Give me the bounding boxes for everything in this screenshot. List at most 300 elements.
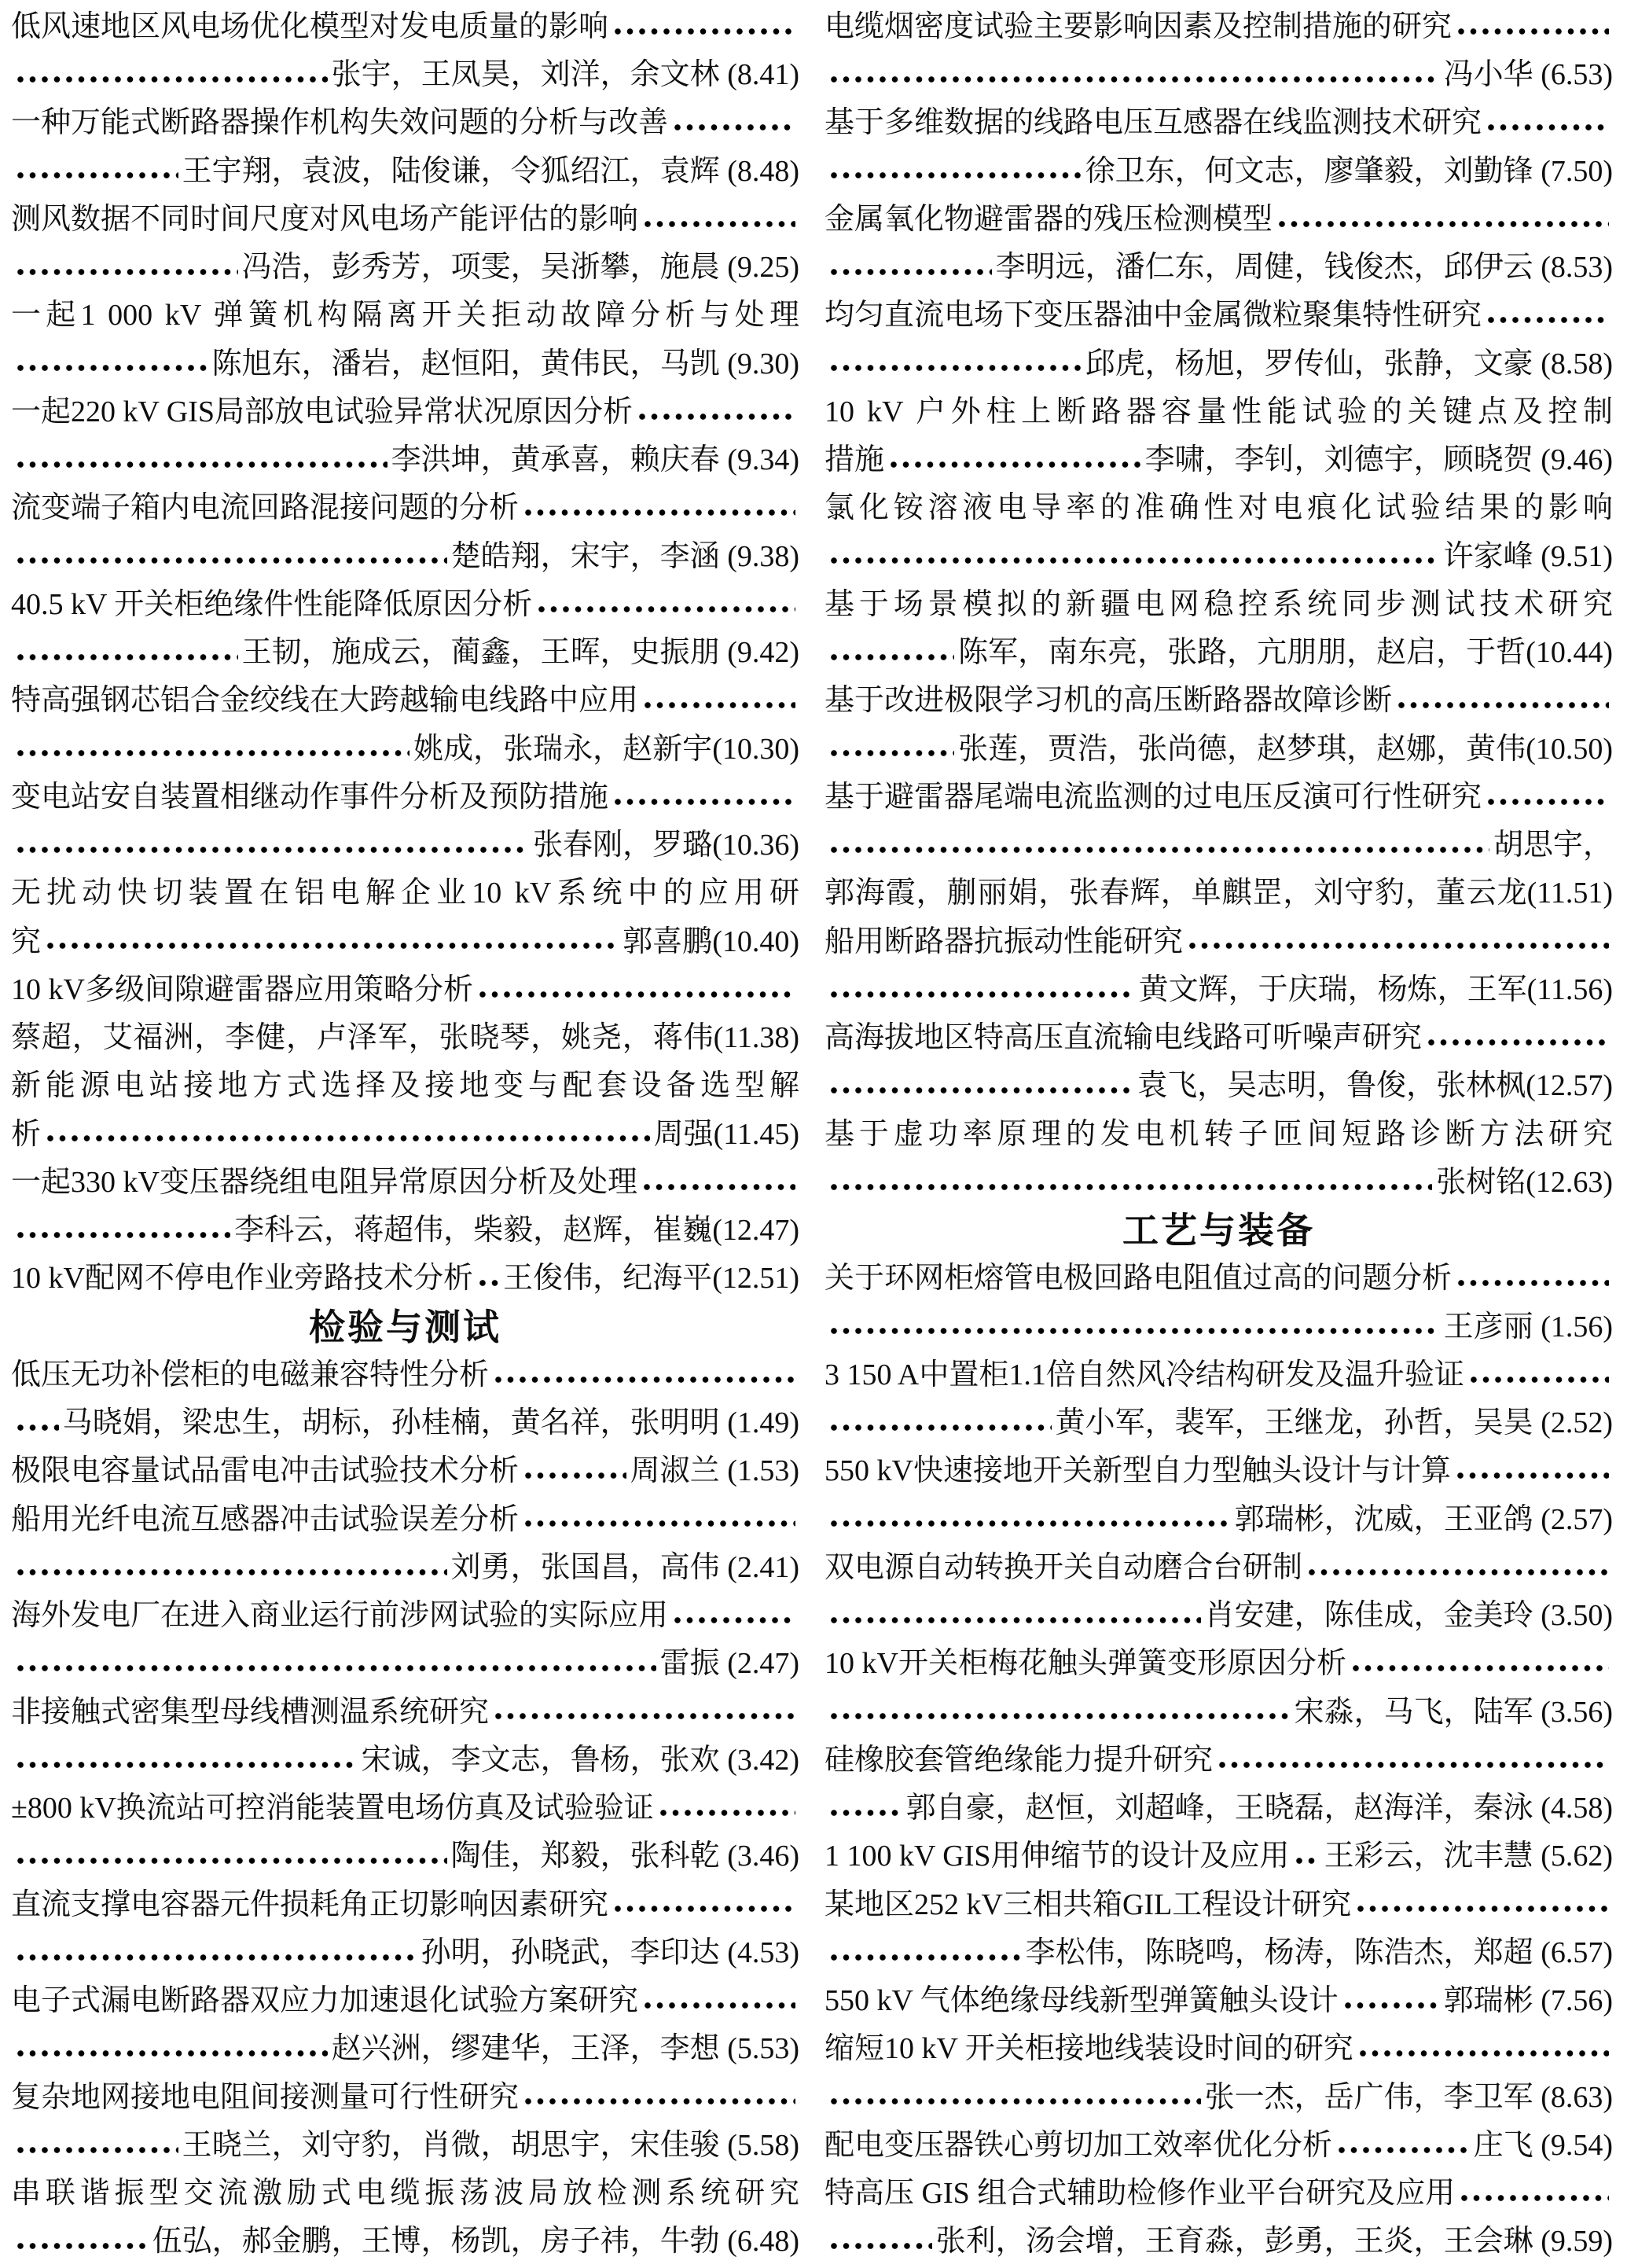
toc-entry-line: [825, 1014, 1613, 1062]
page-number: (5.53): [719, 2032, 799, 2066]
dot-leader: [612, 797, 795, 807]
toc-entry-line: [825, 485, 1613, 533]
toc-entry-line: [11, 1351, 799, 1399]
entry-text: 王晓兰，刘守豹，肖微，胡思宇，宋佳骏: [182, 2128, 720, 2162]
toc-entry-line: [825, 1881, 1613, 1929]
dot-leader: [15, 845, 529, 855]
dot-leader: [15, 363, 208, 373]
toc-entry-line: [11, 774, 799, 822]
entry-text: 刘勇，张国昌，高伟: [450, 1550, 720, 1584]
dot-leader: [828, 1616, 1201, 1625]
entry-text: 张莲，贾浩，张尚德，赵梦琪，赵娜，黄伟: [958, 732, 1526, 766]
entry-text: 伍弘，郝金鹏，王博，杨凯，房子祎，牛勃: [152, 2225, 720, 2259]
entry-text: 10 kV多级间隙避雷器应用策略分析: [11, 972, 473, 1006]
dot-leader: [828, 556, 1440, 565]
toc-entry-line: [825, 1641, 1613, 1689]
dot-leader: [642, 219, 795, 229]
dot-leader: [1459, 2193, 1609, 2203]
toc-entry-line: [11, 1592, 799, 1640]
dot-leader: [828, 1086, 1133, 1095]
toc-entry-line: [11, 1689, 799, 1737]
entry-text: 550 kV 气体绝缘母线新型弹簧触头设计: [825, 1984, 1339, 2018]
entry-text: 电子式漏电断路器双应力加速退化试验方案研究: [11, 1984, 639, 2018]
page-number: (10.44): [1526, 636, 1613, 670]
dot-leader: [523, 1471, 626, 1480]
dot-leader: [612, 27, 795, 36]
entry-text: 基于虚功率原理的发电机转子匝间短路诊断方法研究: [825, 1117, 1613, 1151]
entry-text: 直流支撑电容器元件损耗角正切影响因素研究: [11, 1888, 609, 1921]
toc-entry-line: [11, 726, 799, 774]
entry-text: 马晓娟，梁忠生，胡标，孙桂楠，黄名祥，张明明: [62, 1406, 720, 1440]
entry-text: 李啸，李钊，刘德宇，顾晓贺: [1144, 443, 1533, 477]
toc-entry-line: [11, 485, 799, 533]
entry-text: 基于改进极限学习机的高压断路器故障诊断: [825, 684, 1393, 718]
toc-entry-line: [11, 1159, 799, 1207]
page-number: (9.34): [719, 443, 799, 477]
toc-entry-line: [11, 2074, 799, 2122]
entry-text: 王韧，施成云，蔺鑫，王晖，史振朋: [241, 636, 720, 670]
entry-text: 析: [11, 1117, 42, 1151]
dot-leader: [493, 1711, 795, 1721]
entry-text: 郭自豪，赵恒，刘超峰，王晓磊，赵海洋，秦泳: [905, 1792, 1533, 1825]
entry-text: 无扰动快切装置在铝电解企业10 kV系统中的应用研: [11, 877, 799, 910]
entry-text: 王彩云，沈丰慧: [1324, 1840, 1533, 1873]
entry-text: 流变端子箱内电流回路混接问题的分析: [11, 491, 520, 525]
dot-leader: [15, 652, 238, 662]
page-number: (10.50): [1526, 732, 1613, 766]
entry-text: 蔡超，艾福洲，李健，卢泽军，张晓琴，姚尧，蒋伟: [11, 1021, 714, 1055]
dot-leader: [888, 460, 1141, 469]
toc-entry-line: [825, 1351, 1613, 1399]
toc-entry-line: [825, 2122, 1613, 2170]
toc-entry-line: [11, 2218, 799, 2266]
entry-text: 王俊伟，纪海平: [503, 1262, 713, 1296]
dot-leader: [828, 1953, 1022, 1962]
toc-entry-line: [825, 1303, 1613, 1351]
entry-text: 缩短10 kV 开关柜接地线装设时间的研究: [825, 2032, 1353, 2066]
dot-leader: [15, 2241, 149, 2251]
entry-text: 硅橡胶套管绝缘能力提升研究: [825, 1743, 1214, 1777]
page-number: (2.41): [719, 1550, 799, 1584]
entry-text: 袁飞，吴志明，鲁俊，张林枫: [1137, 1069, 1526, 1103]
dot-leader: [828, 75, 1440, 84]
toc-entry-line: [825, 2074, 1613, 2122]
toc-entry-line: [825, 1544, 1613, 1592]
entry-text: 氯化铵溶液电导率的准确性对电痕化试验结果的影响: [825, 491, 1613, 525]
dot-leader: [15, 748, 410, 758]
dot-leader: [1486, 315, 1609, 325]
dot-leader: [828, 1808, 902, 1818]
entry-text: 非接触式密集型母线槽测温系统研究: [11, 1695, 490, 1729]
entry-text: 10 kV配网不停电作业旁路技术分析: [11, 1262, 473, 1296]
entry-text: ±800 kV换流站可控消能装置电场仿真及试验验证: [11, 1792, 654, 1825]
entry-text: 措施: [825, 443, 885, 477]
toc-entry-line: [825, 1737, 1613, 1785]
entry-text: 变电站安自装置相继动作事件分析及预防措施: [11, 780, 609, 814]
toc-entry-line: [825, 678, 1613, 726]
page-number: (8.58): [1533, 347, 1613, 380]
entry-text: 特高强钢芯铝合金绞线在大跨越输电线路中应用: [11, 684, 639, 718]
toc-entry-line: [825, 100, 1613, 148]
toc-entry-line: [825, 340, 1613, 388]
toc-entry-line: [825, 196, 1613, 244]
entry-text: 孙明，孙晓武，李印达: [421, 1935, 720, 1969]
entry-text: 郭喜鹏: [623, 924, 713, 958]
page-number: (9.51): [1533, 539, 1613, 573]
dot-leader: [828, 1423, 1052, 1432]
page-number: (6.53): [1533, 58, 1613, 92]
entry-text: 一种万能式断路器操作机构失效问题的分析与改善: [11, 106, 669, 140]
page-number: (2.57): [1533, 1502, 1613, 1536]
toc-entry-line: [11, 148, 799, 196]
entry-text: 电缆烟密度试验主要影响因素及控制措施的研究: [825, 9, 1453, 43]
toc-entry-line: [11, 340, 799, 388]
toc-entry-line: [11, 436, 799, 484]
toc-entry-line: [825, 822, 1613, 869]
entry-text: 究: [11, 924, 42, 958]
entry-text: 1 100 kV GIS用伸缩节的设计及应用: [825, 1840, 1290, 1873]
dot-leader: [15, 1856, 447, 1865]
dot-leader: [637, 412, 795, 421]
page-number: (9.30): [719, 347, 799, 380]
entry-text: 一起330 kV变压器绕组电阻异常原因分析及处理: [11, 1165, 637, 1199]
toc-entry-line: [11, 2170, 799, 2218]
dot-leader: [1426, 1038, 1609, 1047]
dot-leader: [477, 990, 795, 999]
toc-entry-line: [825, 1689, 1613, 1737]
toc-entry-line: [11, 1833, 799, 1881]
dot-leader: [1187, 941, 1609, 950]
page-number: (5.62): [1533, 1840, 1613, 1873]
dot-leader: [828, 1711, 1291, 1721]
toc-entry-line: [11, 678, 799, 726]
page-number: (12.63): [1526, 1165, 1613, 1199]
dot-leader: [672, 123, 795, 132]
dot-leader: [45, 1134, 650, 1143]
dot-leader: [15, 171, 178, 180]
dot-leader: [15, 1230, 230, 1240]
entry-text: 郭海霞，蒯丽娟，张春辉，单麒罡，刘守豹，董云龙: [825, 877, 1527, 910]
entry-text: 10 kV开关柜梅花触头弹簧变形原因分析: [825, 1647, 1346, 1681]
entry-text: 邱虎，杨旭，罗传仙，张静，文豪: [1085, 347, 1533, 380]
page-number: (4.53): [719, 1935, 799, 1969]
dot-leader: [523, 1519, 795, 1528]
toc-entry-line: [825, 3, 1613, 51]
page-number: (5.58): [719, 2128, 799, 2162]
toc-entry-line: [825, 292, 1613, 340]
section-heading: 检验与测试: [309, 1306, 501, 1347]
toc-entry-line: [825, 870, 1613, 918]
page-number: (10.40): [712, 924, 799, 958]
page-number: (7.56): [1533, 1984, 1613, 2018]
toc-entry-line: [11, 1929, 799, 1977]
dot-leader: [15, 75, 328, 84]
entry-text: 船用断路器抗振动性能研究: [825, 924, 1184, 958]
toc-entry-line: [825, 1833, 1613, 1881]
entry-text: 陈旭东，潘岩，赵恒阳，黄伟民，马凯: [211, 347, 720, 380]
toc-entry-line: [11, 1207, 799, 1255]
entry-text: 测风数据不同时间尺度对风电场产能评估的影响: [11, 202, 639, 236]
dot-leader: [828, 1182, 1432, 1192]
page-number: (6.48): [719, 2225, 799, 2259]
page-number: (9.46): [1533, 443, 1613, 477]
toc-entry-line: [11, 1063, 799, 1111]
entry-text: 复杂地网接地电阻间接测量可行性研究: [11, 2080, 520, 2114]
toc-entry-line: [11, 822, 799, 869]
page-number: (8.41): [719, 58, 799, 92]
toc-entry-line: [825, 629, 1613, 677]
entry-text: 基于避雷器尾端电流监测的过电压反演可行性研究: [825, 780, 1482, 814]
dot-leader: [828, 2097, 1201, 2106]
entry-text: 宋淼，马飞，陆军: [1294, 1695, 1533, 1729]
dot-leader: [828, 748, 954, 758]
toc-entry-line: [825, 1785, 1613, 1832]
toc-entry-line: [11, 1785, 799, 1832]
dot-leader: [1306, 1568, 1609, 1577]
entry-text: 10 kV 户外柱上断路器容量性能试验的关键点及控制: [825, 395, 1613, 428]
dot-leader: [15, 1568, 447, 1577]
entry-text: 关于环网柜熔管电极回路电阻值过高的问题分析: [825, 1262, 1453, 1296]
entry-text: 黄小军，裴军，王继龙，孙哲，吴昊: [1055, 1406, 1533, 1440]
toc-entry-line: [825, 51, 1613, 99]
page-number: (9.42): [719, 636, 799, 670]
dot-leader: [45, 941, 619, 950]
entry-text: 陶佳，郑毅，张科乾: [450, 1840, 720, 1873]
entry-text: 宋诚，李文志，鲁杨，张欢: [361, 1743, 720, 1777]
dot-leader: [612, 1904, 795, 1913]
entry-text: 一起1 000 kV 弹簧机构隔离开关拒动故障分析与处理: [11, 299, 799, 333]
toc-entry-line: [11, 196, 799, 244]
toc-entry-line: [825, 2026, 1613, 2074]
toc-entry-line: [825, 2218, 1613, 2266]
toc-entry-line: [11, 966, 799, 1014]
dot-leader: [828, 652, 954, 662]
page-number: (9.59): [1533, 2225, 1613, 2259]
page-number: (3.50): [1533, 1599, 1613, 1633]
entry-text: 低风速地区风电场优化模型对发电质量的影响: [11, 9, 609, 43]
toc-column-right: [814, 3, 1627, 2266]
entry-text: 肖安建，陈佳成，金美玲: [1204, 1599, 1533, 1633]
entry-text: 某地区252 kV三相共箱GIL工程设计研究: [825, 1888, 1352, 1921]
entry-text: 郭瑞彬，沈威，王亚鸽: [1234, 1502, 1533, 1536]
toc-entry-line: [825, 1929, 1613, 1977]
page-number: (10.36): [712, 829, 799, 862]
entry-text: 李明远，潘仁东，周健，钱俊杰，邱伊云: [995, 251, 1533, 285]
entry-text: 冯浩，彭秀芳，项雯，吴浙攀，施晨: [241, 251, 720, 285]
page-number: (6.57): [1533, 1935, 1613, 1969]
page-number: (11.38): [713, 1021, 799, 1055]
entry-text: 王彦丽: [1443, 1310, 1533, 1344]
entry-text: 庄飞: [1473, 2128, 1533, 2162]
toc-entry-line: [825, 1399, 1613, 1447]
toc-entry-line: [825, 1063, 1613, 1111]
toc-entry-line: [825, 1159, 1613, 1207]
page-number: (9.38): [719, 539, 799, 573]
toc-entry-line: [825, 1496, 1613, 1544]
toc-entry-line: [11, 1544, 799, 1592]
toc-entry-line: [825, 2170, 1613, 2218]
dot-leader: [477, 1278, 499, 1288]
toc-entry-line: [11, 2122, 799, 2170]
toc-entry-line: [11, 1448, 799, 1496]
dot-leader: [15, 1663, 656, 1673]
dot-leader: [1456, 27, 1609, 36]
entry-text: 双电源自动转换开关自动磨合台研制: [825, 1550, 1303, 1584]
page-number: (11.56): [1526, 972, 1613, 1006]
toc-entry-line: [825, 533, 1613, 581]
entry-text: 王宇翔，袁波，陆俊谦，令狐绍江，袁辉: [182, 154, 720, 188]
dot-leader: [828, 363, 1082, 373]
dot-leader: [1396, 700, 1609, 710]
toc-entry-line: [825, 436, 1613, 484]
dot-leader: [15, 460, 387, 469]
toc-entry-line: [11, 388, 799, 436]
dot-leader: [1294, 1856, 1320, 1865]
entry-text: 基于场景模拟的新疆电网稳控系统同步测试技术研究: [825, 587, 1613, 621]
entry-text: 赵兴洲，缪建华，王泽，李想: [331, 2032, 720, 2066]
toc-column-left: [0, 3, 814, 2266]
page-number: (10.30): [712, 732, 799, 766]
page-number: (7.50): [1533, 154, 1613, 188]
dot-leader: [828, 171, 1082, 180]
entry-text: 许家峰: [1443, 539, 1533, 573]
dot-leader: [828, 1519, 1231, 1528]
entry-text: 张一杰，岳广伟，李卫军: [1204, 2080, 1533, 2114]
page-number: (8.63): [1533, 2080, 1613, 2114]
entry-text: 楚皓翔，宋宇，李涵: [450, 539, 720, 573]
dot-leader: [493, 1375, 795, 1384]
toc-entry-line: [11, 1255, 799, 1303]
entry-text: 配电变压器铁心剪切加工效率优化分析: [825, 2128, 1333, 2162]
toc-entry-line: [825, 244, 1613, 292]
entry-text: 特高压 GIS 组合式辅助检修作业平台研究及应用: [825, 2177, 1456, 2211]
dot-leader: [1456, 1278, 1609, 1288]
toc-entry-line: [11, 1014, 799, 1062]
toc-entry-line: [11, 1496, 799, 1544]
entry-text: 550 kV快速接地开关新型自力型触头设计与计算: [825, 1454, 1451, 1488]
dot-leader: [1350, 1663, 1609, 1673]
entry-text: 周强: [653, 1117, 714, 1151]
page-number: (9.25): [719, 251, 799, 285]
page-number: (3.46): [719, 1840, 799, 1873]
toc-entry-line: [11, 533, 799, 581]
entry-text: 黄文辉，于庆瑞，杨炼，王军: [1138, 972, 1527, 1006]
dot-leader: [641, 1182, 795, 1192]
dot-leader: [15, 1760, 358, 1770]
entry-text: 雷振: [659, 1647, 720, 1681]
dot-leader: [15, 1953, 417, 1962]
page-number: (2.52): [1533, 1406, 1613, 1440]
entry-text: 李科云，蒋超伟，柴毅，赵辉，崔巍: [234, 1214, 713, 1248]
toc-entry-line: [825, 774, 1613, 822]
entry-text: 张利，汤会增，王育淼，彭勇，王炎，王会琳: [935, 2225, 1533, 2259]
toc-entry-line: [11, 1399, 799, 1447]
toc-entry-line: [11, 1737, 799, 1785]
page-number: (8.53): [1533, 251, 1613, 285]
toc-entry-line: [11, 100, 799, 148]
page-number: (11.51): [1526, 877, 1613, 910]
toc-entry-line: [11, 292, 799, 340]
section-heading-row: [11, 1303, 799, 1351]
dot-leader: [1336, 2145, 1470, 2155]
page-number: (12.51): [712, 1262, 799, 1296]
dot-leader: [642, 2001, 795, 2010]
page-number: (11.45): [713, 1117, 799, 1151]
dot-leader: [828, 2241, 932, 2251]
dot-leader: [1342, 2001, 1440, 2010]
section-heading: 工艺与装备: [1122, 1210, 1315, 1252]
toc-entry-line: [825, 388, 1613, 436]
toc-entry-line: [825, 1448, 1613, 1496]
dot-leader: [1455, 1471, 1609, 1480]
toc-entry-line: [11, 1881, 799, 1929]
dot-leader: [15, 556, 447, 565]
dot-leader: [523, 2097, 795, 2106]
toc-entry-line: [11, 1977, 799, 2025]
dot-leader: [1486, 797, 1609, 807]
toc-entry-line: [11, 3, 799, 51]
page-number: (3.56): [1533, 1695, 1613, 1729]
entry-text: 胡思宇，: [1493, 829, 1613, 862]
entry-text: 一起220 kV GIS局部放电试验异常状况原因分析: [11, 395, 633, 428]
section-heading-row: [825, 1207, 1613, 1255]
toc-entry-line: [825, 726, 1613, 774]
dot-leader: [828, 990, 1135, 999]
toc-entry-line: [11, 1111, 799, 1159]
toc-entry-line: [11, 918, 799, 966]
page-number: (12.47): [712, 1214, 799, 1248]
page-number: (9.54): [1533, 2128, 1613, 2162]
entry-text: 冯小华: [1443, 58, 1533, 92]
toc-entry-line: [825, 966, 1613, 1014]
dot-leader: [828, 1326, 1440, 1336]
dot-leader: [1468, 1375, 1609, 1384]
dot-leader: [15, 1423, 59, 1432]
dot-leader: [672, 1616, 795, 1625]
toc-entry-line: [825, 1255, 1613, 1303]
toc-entry-line: [11, 581, 799, 629]
page-number: (12.57): [1526, 1069, 1613, 1103]
dot-leader: [1217, 1760, 1609, 1770]
entry-text: 周淑兰: [630, 1454, 720, 1488]
toc-entry-line: [825, 148, 1613, 196]
entry-text: 串联谐振型交流激励式电缆振荡波局放检测系统研究: [11, 2177, 799, 2211]
entry-text: 郭瑞彬: [1443, 1984, 1533, 2018]
entry-text: 张树铭: [1436, 1165, 1526, 1199]
page-number: (2.47): [719, 1647, 799, 1681]
entry-text: 张宇，王凤昊，刘洋，余文林: [331, 58, 720, 92]
dot-leader: [15, 2145, 178, 2155]
dot-leader: [15, 267, 238, 277]
entry-text: 徐卫东，何文志，廖肇毅，刘勤锋: [1085, 154, 1533, 188]
entry-text: 3 150 A中置柜1.1倍自然风冷结构研发及温升验证: [825, 1358, 1464, 1391]
toc-entry-line: [825, 1977, 1613, 2025]
dot-leader: [15, 2049, 328, 2058]
dot-leader: [828, 267, 992, 277]
page-number: (1.49): [719, 1406, 799, 1440]
dot-leader: [642, 700, 795, 710]
toc-entry-line: [11, 2026, 799, 2074]
entry-text: 船用光纤电流互感器冲击试验误差分析: [11, 1502, 520, 1536]
entry-text: 40.5 kV 开关柜绝缘件性能降低原因分析: [11, 587, 533, 621]
toc-entry-line: [825, 918, 1613, 966]
entry-text: 金属氧化物避雷器的残压检测模型: [825, 202, 1273, 236]
entry-text: 李洪坤，黄承喜，赖庆春: [391, 443, 720, 477]
dot-leader: [1355, 1904, 1609, 1913]
entry-text: 李松伟，陈晓鸣，杨涛，陈浩杰，郑超: [1025, 1935, 1533, 1969]
entry-text: 低压无功补偿柜的电磁兼容特性分析: [11, 1358, 490, 1391]
page-number: (1.53): [719, 1454, 799, 1488]
